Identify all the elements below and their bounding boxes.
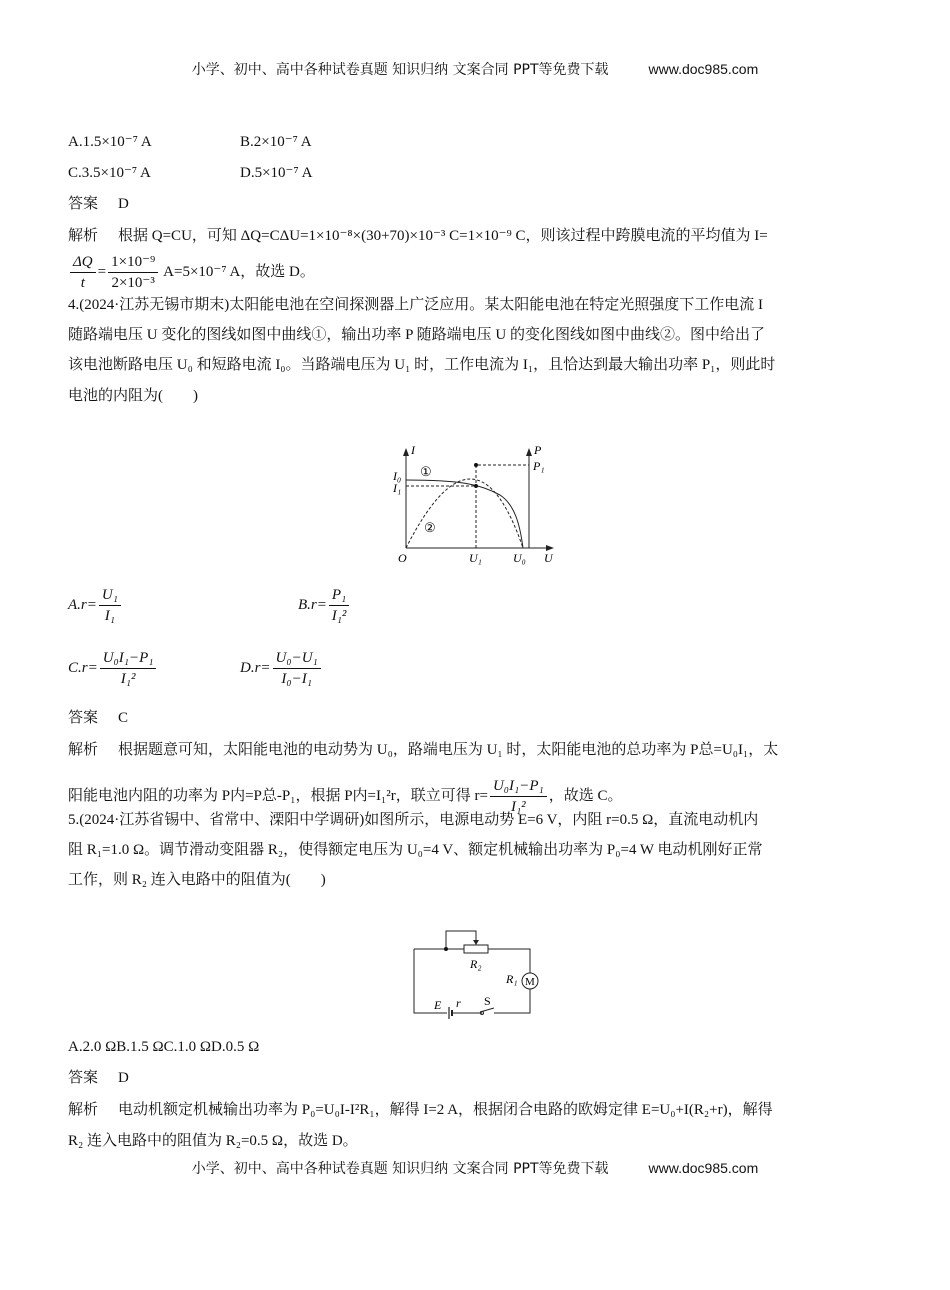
- option-prefix: A.r=: [68, 596, 97, 613]
- label-i: I: [411, 443, 415, 457]
- analysis-label: 解析: [68, 1102, 99, 1118]
- answer-label: 答案: [68, 196, 99, 212]
- analysis-text: A=5×10⁻⁷ A，故选 D。: [163, 263, 315, 280]
- q4-line: 4.(2024·江苏无锡市期末)太阳能电池在空间探测器上广泛应用。某太阳能电池在特定光照强度下工作电流 I: [68, 297, 763, 313]
- numerator: 1×10⁻⁹: [108, 252, 158, 273]
- numerator: U₀I₁−P₁: [100, 648, 157, 669]
- q3-option-c: C.3.5×10⁻⁷ A: [68, 165, 151, 181]
- denominator: 2×10⁻³: [111, 275, 155, 291]
- label-u: U: [544, 551, 553, 565]
- label-s: S: [484, 994, 491, 1008]
- label-i1: I₁: [393, 481, 402, 495]
- denominator: t: [80, 275, 85, 291]
- answer-value: C: [118, 710, 129, 726]
- q4-line: 电池的内阻为( ): [68, 388, 198, 404]
- numerator: U₀−U₁: [273, 648, 321, 669]
- label-curve-2: ②: [424, 520, 436, 535]
- q3-option-d: D.5×10⁻⁷ A: [240, 165, 313, 181]
- analysis-label: 解析: [68, 742, 99, 758]
- q5-line: 5.(2024·江苏省锡中、省常中、溧阳中学调研)如图所示，电源电动势 E=6 V，内阻 r=0.5 Ω，直流电动机内: [68, 812, 759, 828]
- curve-2: [406, 479, 523, 548]
- page-footer: [0, 1158, 950, 1178]
- q4-option-d: [240, 648, 323, 689]
- answer-label: 答案: [68, 710, 99, 726]
- label-p1: P₁: [533, 459, 545, 473]
- analysis-label: 解析: [68, 228, 99, 244]
- q5-analysis-2: R₂ 连入电路中的阻值为 R₂=0.5 Ω，故选 D。: [68, 1133, 358, 1149]
- label-curve-1: ①: [420, 464, 432, 479]
- label-m: M: [525, 976, 535, 988]
- q4-line: 随路端电压 U 变化的图线如图中曲线①，输出功率 P 随路端电压 U 的变化图线如图中曲线②。图中给出了: [68, 327, 765, 343]
- numerator: P₁: [329, 585, 349, 606]
- analysis-text: 电动机额定机械输出功率为 P₀=U₀I-I²R₁，解得 I=2 A，根据闭合电路的欧姆定律 E=U₀+I(R₂+r)，解得: [118, 1102, 773, 1118]
- fraction: [108, 252, 158, 293]
- denominator: I₁²: [510, 799, 526, 815]
- analysis-text: 阳能电池内阻的功率为 P内=P总-P₁，根据 P内=I₁²r，联立可得 r=: [68, 787, 488, 804]
- denominator: I₁: [104, 608, 116, 624]
- footer-text: 小学、初中、高中各种试卷真题 知识归纳 文案合同 PPT等免费下载: [191, 1161, 609, 1177]
- analysis-text: 根据题意可知，太阳能电池的电动势为 U₀，路端电压为 U₁ 时，太阳能电池的总功率为 P总=U₀I₁，太: [118, 742, 779, 758]
- q4-line: 该电池断路电压 U₀ 和短路电流 I₀。当路端电压为 U₁ 时，工作电流为 I₁，且恰达到最大输出功率 P₁，则此时: [68, 357, 776, 373]
- q4-answer: [68, 708, 128, 728]
- numerator: ΔQ: [70, 252, 96, 273]
- q5-analysis: [68, 1100, 773, 1120]
- q3-option-b: B.2×10⁻⁷ A: [240, 134, 312, 150]
- equals: =: [97, 263, 107, 280]
- label-o: O: [398, 551, 407, 565]
- curve-1: [406, 480, 523, 548]
- denominator: I₁²: [331, 608, 347, 624]
- q4-option-a: [68, 585, 123, 626]
- q4-analysis: [68, 740, 778, 760]
- label-e: E: [434, 998, 442, 1012]
- analysis-text: 根据 Q=CU，可知 ΔQ=CΔU=1×10⁻⁸×(30+70)×10⁻³ C=1×10⁻⁹ C，则该过程中跨膜电流的平均值为 I=: [118, 228, 768, 244]
- slider-wire: [446, 931, 476, 949]
- page-header: [0, 59, 950, 79]
- numerator: U₀I₁−P₁: [490, 776, 547, 797]
- answer-value: D: [118, 196, 129, 212]
- denominator: I₀−I₁: [281, 671, 312, 687]
- option-prefix: D.r=: [240, 659, 271, 676]
- numerator: U₁: [99, 585, 121, 606]
- q5-options: A.2.0 ΩB.1.5 ΩC.1.0 ΩD.0.5 Ω: [68, 1039, 260, 1055]
- option-prefix: B.r=: [298, 596, 327, 613]
- q5-answer: [68, 1068, 129, 1088]
- answer-label: 答案: [68, 1070, 99, 1086]
- analysis-text: ，故选 C。: [548, 787, 623, 804]
- label-r1: R₁: [506, 972, 518, 986]
- q3-option-a: A.1.5×10⁻⁷ A: [68, 134, 152, 150]
- q4-option-b: [298, 585, 351, 626]
- q5-line: 工作，则 R₂ 连入电路中的阻值为( ): [68, 872, 326, 888]
- label-i0: I₀: [393, 469, 402, 483]
- iu-graph-figure: [380, 440, 560, 570]
- q5-line: 阻 R₁=1.0 Ω。调节滑动变阻器 R₂，使得额定电压为 U₀=4 V、额定机械输出功率为 P₀=4 W 电动机刚好正常: [68, 842, 763, 858]
- label-u1: U₁: [469, 551, 482, 565]
- denominator: I₁²: [120, 671, 136, 687]
- q3-analysis: [68, 226, 768, 246]
- rheostat-r2: [464, 945, 488, 953]
- fraction: [70, 252, 96, 293]
- option-prefix: C.r=: [68, 659, 98, 676]
- label-r2: R₂: [470, 957, 482, 971]
- footer-url[interactable]: www.doc985.com: [648, 1160, 759, 1176]
- q3-analysis-formula: [68, 252, 315, 293]
- q3-answer: [68, 194, 129, 214]
- label-p: P: [534, 443, 542, 457]
- q4-option-c: [68, 648, 158, 689]
- circuit-figure: [400, 925, 560, 1020]
- label-u0: U₀: [513, 551, 526, 565]
- header-text: 小学、初中、高中各种试卷真题 知识归纳 文案合同 PPT等免费下载: [191, 62, 609, 78]
- header-url[interactable]: www.doc985.com: [648, 61, 759, 77]
- answer-value: D: [118, 1070, 129, 1086]
- label-r: r: [456, 996, 461, 1010]
